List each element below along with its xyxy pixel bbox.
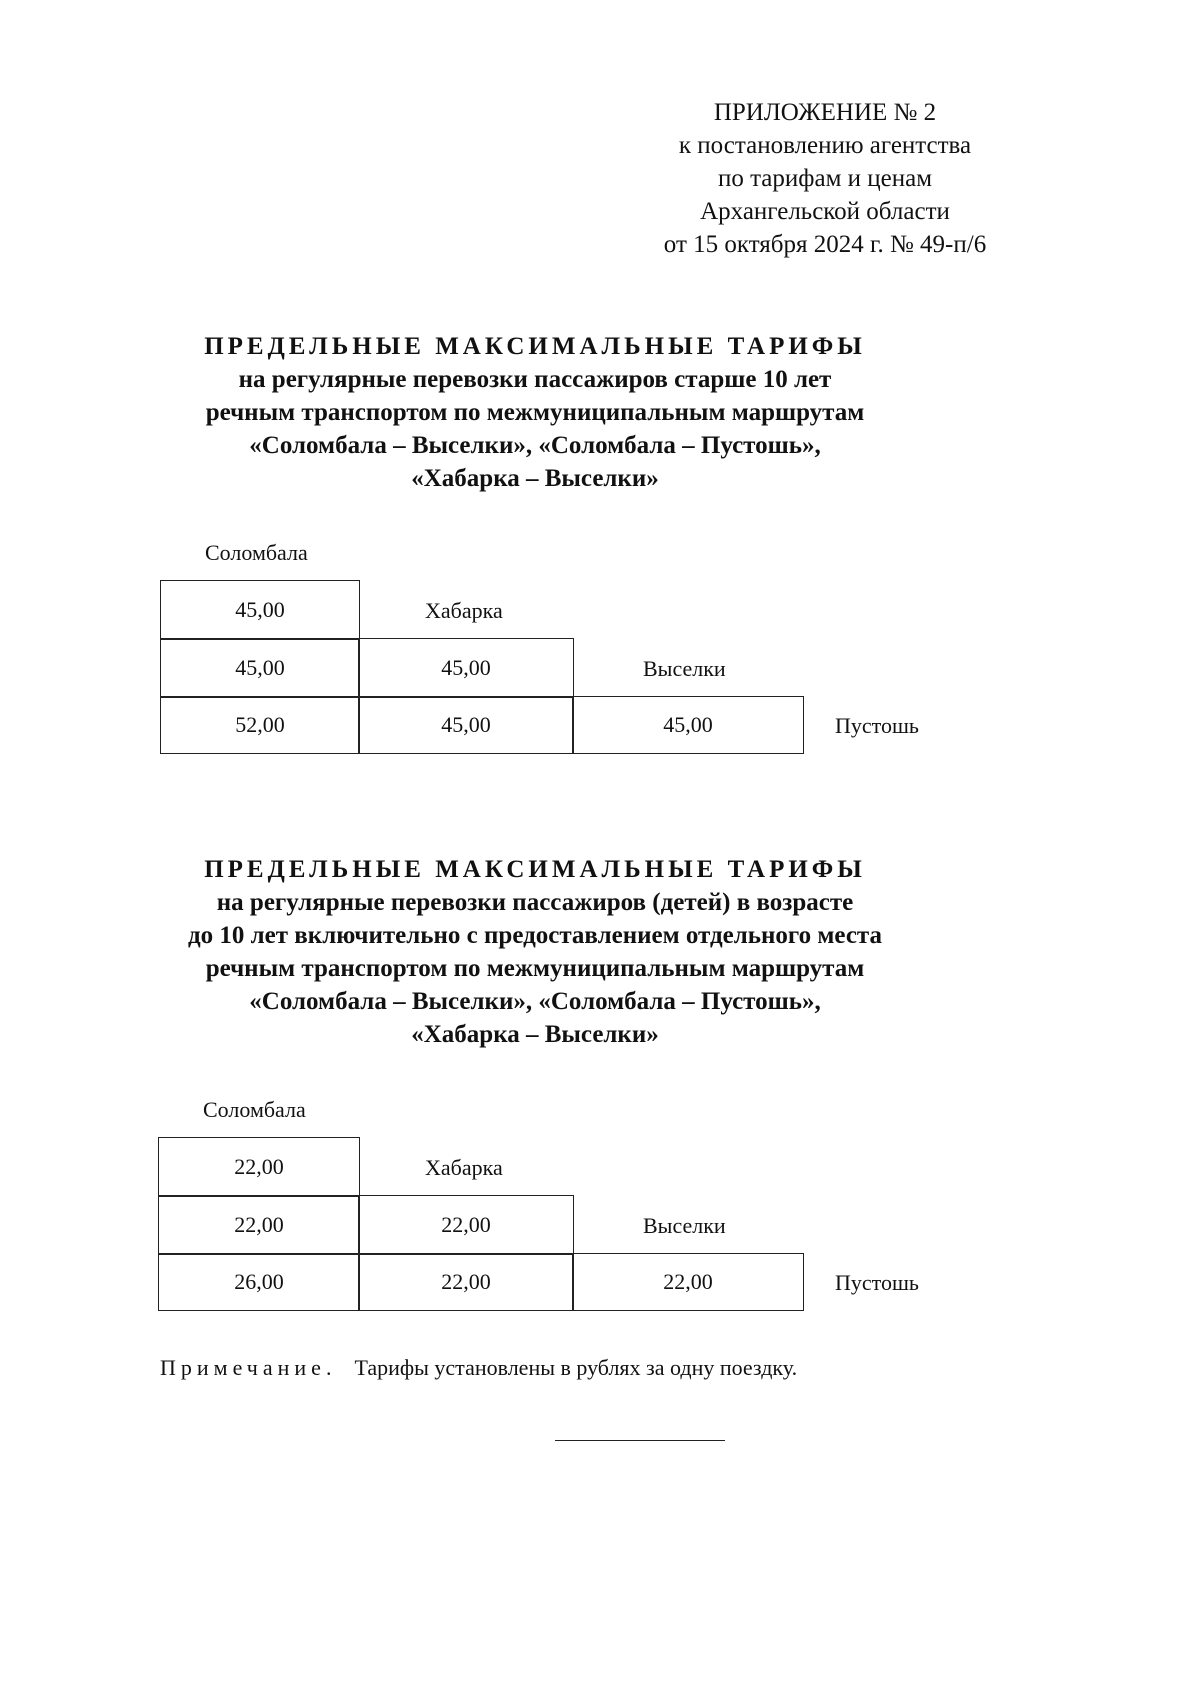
section2-subtitle-line: «Соломбала – Выселки», «Соломбала – Пустошь», [249,988,821,1015]
station-solombala: Соломбала [203,1097,306,1122]
section1-subtitle-line: «Хабарка – Выселки» [411,465,659,492]
footnote [160,1355,797,1381]
fare-cell: 22,00 [158,1195,360,1255]
fare-cell: 22,00 [358,1253,574,1311]
footnote-label: Примечание. [160,1355,337,1380]
station-vyselki: Выселки [643,1213,726,1238]
fare-cell: 26,00 [158,1253,360,1311]
fare-cell: 45,00 [358,638,574,698]
fare-cell: 45,00 [160,638,360,698]
station-pustosh: Пустошь [835,713,919,738]
section2-subtitle-line: до 10 лет включительно с предоставлением отдельного места [188,922,882,949]
section1-subtitle-line: на регулярные перевозки пассажиров старше 10 лет [238,366,832,393]
fare-cell: 45,00 [572,696,804,754]
fare-cell: 52,00 [160,696,360,754]
section1-heading: ПРЕДЕЛЬНЫЕ МАКСИМАЛЬНЫЕ ТАРИФЫ [204,333,866,360]
fare-cell: 22,00 [158,1137,360,1197]
fare-cell: 22,00 [572,1253,804,1311]
fare-cell: 22,00 [358,1195,574,1255]
station-khabarka: Хабарка [425,598,503,623]
station-solombala: Соломбала [205,540,308,565]
section2-subtitle-line: речным транспортом по межмуниципальным маршрутам [205,955,865,982]
appendix-ref-line: Архангельской области [700,198,950,225]
appendix-ref-line: к постановлению агентства [678,132,972,159]
fare-cell: 45,00 [358,696,574,754]
fare-cell: 45,00 [160,580,360,640]
section2-subtitle-line: «Хабарка – Выселки» [411,1021,659,1048]
station-pustosh: Пустошь [835,1270,919,1295]
section1-subtitle-line: «Соломбала – Выселки», «Соломбала – Пустошь», [249,432,821,459]
appendix-ref-line: по тарифам и ценам [717,165,933,192]
section2-subtitle-line: на регулярные перевозки пассажиров (детей) в возрасте [216,889,854,916]
section2-heading: ПРЕДЕЛЬНЫЕ МАКСИМАЛЬНЫЕ ТАРИФЫ [204,856,866,883]
section1-title [150,330,920,495]
footnote-text: Тарифы установлены в рублях за одну поездку. [354,1355,798,1380]
section1-subtitle-line: речным транспортом по межмуниципальным маршрутам [205,399,865,426]
appendix-number: ПРИЛОЖЕНИЕ № 2 [713,99,937,126]
station-vyselki: Выселки [643,656,726,681]
appendix-header [640,96,1010,261]
section2-title [150,853,920,1051]
closing-rule [555,1440,725,1441]
appendix-date: от 15 октября 2024 г. № 49-п/6 [663,231,987,258]
station-khabarka: Хабарка [425,1155,503,1180]
